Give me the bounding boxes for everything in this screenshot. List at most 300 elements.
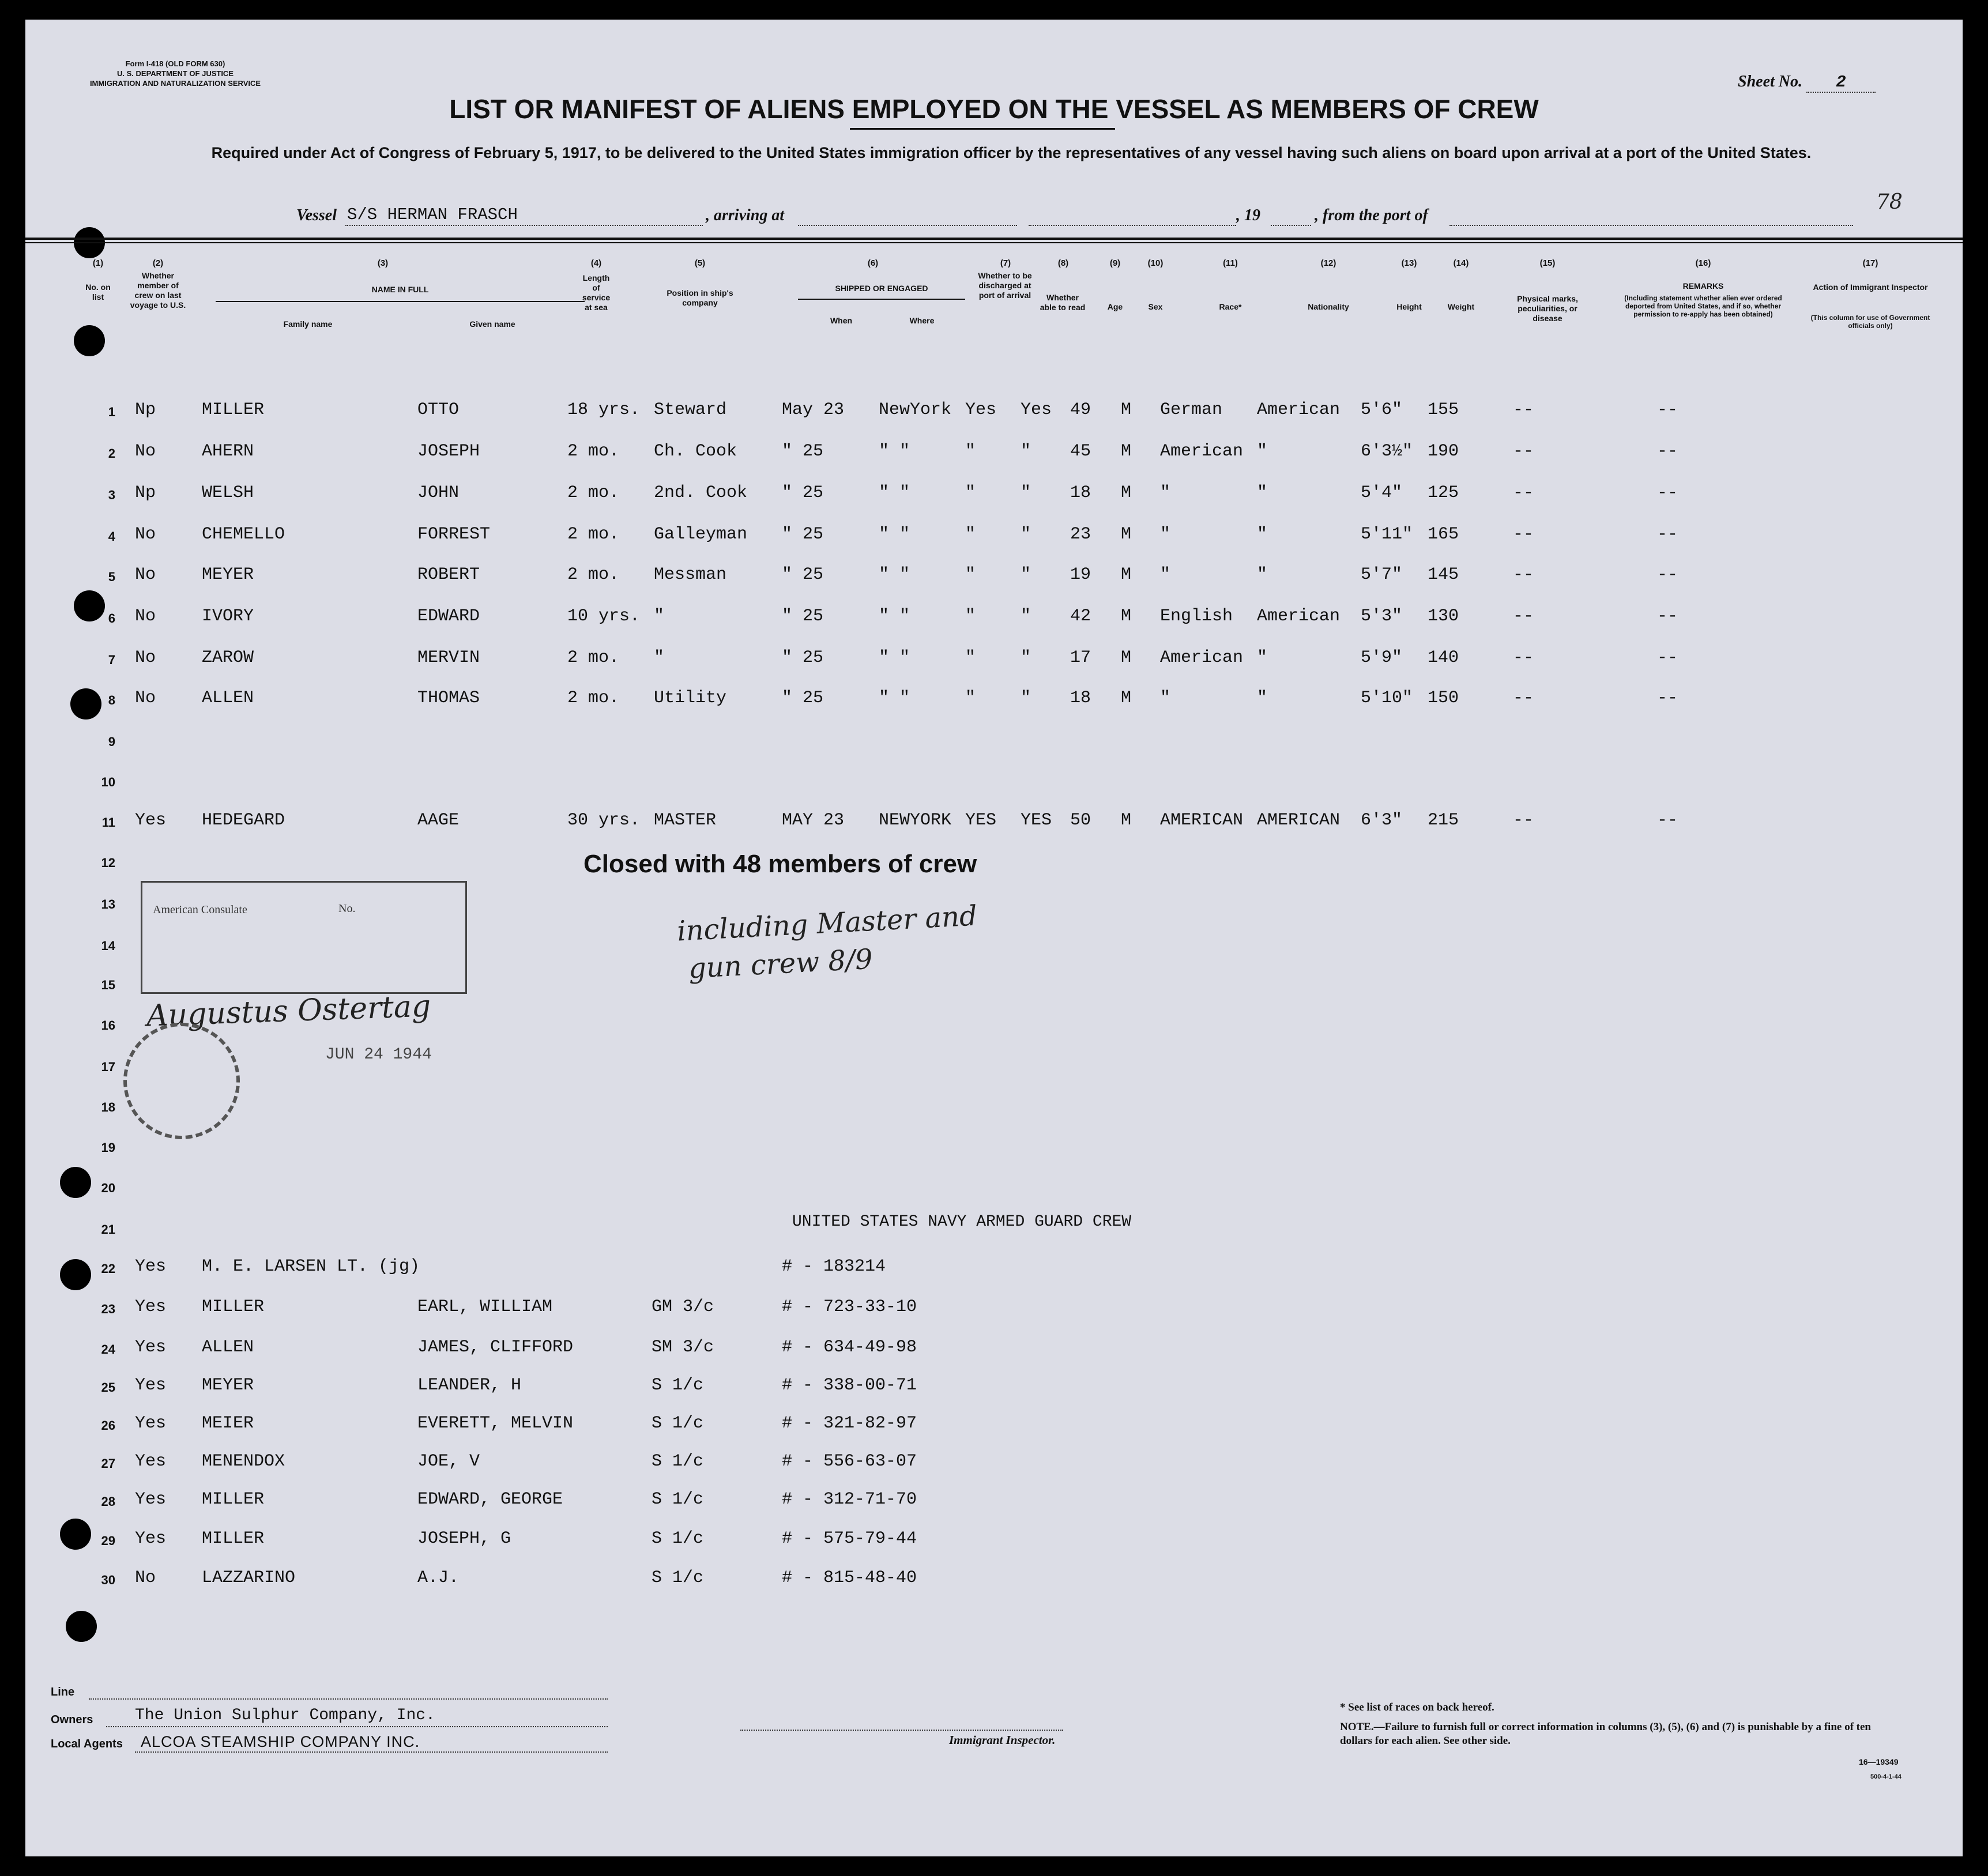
cell-position: Messman	[654, 565, 727, 585]
cell-height: 5'11"	[1361, 525, 1413, 544]
cell-to-be-discharged: "	[965, 607, 976, 626]
from-port-blank	[1449, 225, 1853, 226]
header-discharged: Whether to be discharged at port of arrival	[978, 271, 1032, 300]
cell-family-name: M. E. LARSEN LT. (jg)	[202, 1257, 420, 1276]
cell-crew-last-voyage: Yes	[135, 811, 167, 830]
cell-race: "	[1160, 565, 1171, 585]
cell-rating: S 1/c	[652, 1490, 704, 1509]
cell-service-number: # - 321-82-97	[782, 1414, 917, 1433]
col-number: (8)	[1057, 258, 1069, 268]
cell-family-name: WELSH	[202, 483, 254, 503]
header-remarks-sub: (Including statement whether alien ever ordered deported from United States, and if so, whether permission to re-apply has been obtained)	[1624, 294, 1782, 318]
cell-crew-last-voyage: No	[135, 648, 156, 668]
cell-nationality: "	[1257, 442, 1268, 461]
col-number: (12)	[1320, 258, 1336, 268]
cell-shipped-where: " "	[879, 565, 910, 585]
cell-rating: SM 3/c	[652, 1338, 714, 1357]
cell-crew-last-voyage: Yes	[135, 1297, 167, 1317]
shipped-rule	[798, 299, 965, 300]
cell-crew-last-voyage: No	[135, 442, 156, 461]
cell-physical-marks: --	[1513, 525, 1534, 544]
row-number: 29	[101, 1534, 115, 1548]
col-number: (2)	[152, 258, 164, 268]
vessel-label: Vessel	[296, 206, 337, 224]
cell-given-name: JAMES, CLIFFORD	[417, 1338, 574, 1357]
cell-to-be-discharged: "	[965, 688, 976, 708]
cell-shipped-where: " "	[879, 648, 910, 668]
row-number: 14	[101, 939, 115, 953]
line-label: Line	[51, 1686, 75, 1698]
cell-age: 18	[1070, 688, 1091, 708]
cell-race: American	[1160, 648, 1244, 668]
cell-height: 5'6"	[1361, 400, 1403, 420]
cell-able-to-read: "	[1021, 648, 1031, 668]
cell-nationality: American	[1257, 607, 1341, 626]
row-number: 23	[101, 1302, 115, 1316]
row-number: 21	[101, 1222, 115, 1237]
cell-given-name: FORREST	[417, 525, 491, 544]
cell-position: Steward	[654, 400, 727, 420]
header-crew-last-voyage: Whether member of crew on last voyage to U.S.	[130, 271, 186, 310]
cell-to-be-discharged: "	[965, 648, 976, 668]
cell-physical-marks: --	[1513, 688, 1534, 708]
cell-sex: M	[1121, 811, 1132, 830]
line-blank	[89, 1698, 608, 1700]
cell-nationality: "	[1257, 648, 1268, 668]
row-number: 3	[108, 488, 115, 502]
cell-shipped-where: " "	[879, 688, 910, 708]
cell-given-name: JOSEPH, G	[417, 1529, 511, 1549]
name-rule	[216, 301, 585, 302]
cell-race: German	[1160, 400, 1223, 420]
cell-to-be-discharged: "	[965, 565, 976, 585]
row-number: 6	[108, 611, 115, 626]
row-number: 26	[101, 1418, 115, 1433]
header-position: Position in ship's company	[667, 288, 733, 307]
cell-family-name: ALLEN	[202, 1338, 254, 1357]
cell-shipped-where: " "	[879, 483, 910, 503]
cell-remarks: --	[1657, 607, 1678, 626]
cell-family-name: MEIER	[202, 1414, 254, 1433]
cell-remarks: --	[1657, 483, 1678, 503]
cell-weight: 165	[1428, 525, 1459, 544]
row-number: 28	[101, 1494, 115, 1509]
cell-given-name: EVERETT, MELVIN	[417, 1414, 574, 1433]
cell-given-name: JOHN	[417, 483, 460, 503]
cell-able-to-read: "	[1021, 688, 1031, 708]
cell-given-name: AAGE	[417, 811, 460, 830]
cell-service-number: # - 183214	[782, 1257, 886, 1276]
row-number: 20	[101, 1181, 115, 1195]
cell-physical-marks: --	[1513, 648, 1534, 668]
cell-physical-marks: --	[1513, 607, 1534, 626]
inspector-label: Immigrant Inspector.	[949, 1733, 1056, 1747]
navy-heading: UNITED STATES NAVY ARMED GUARD CREW	[792, 1213, 1132, 1231]
cell-rating: S 1/c	[652, 1452, 704, 1471]
cell-age: 49	[1070, 400, 1091, 420]
cell-given-name: ROBERT	[417, 565, 480, 585]
cell-physical-marks: --	[1513, 442, 1534, 461]
header-top-rule-2	[25, 242, 1963, 243]
row-number: 27	[101, 1456, 115, 1471]
from-port-label: , from the port of	[1315, 206, 1428, 224]
row-number: 11	[101, 815, 115, 830]
arriving-blank	[798, 225, 1017, 226]
cell-sex: M	[1121, 688, 1132, 708]
cell-family-name: MEYER	[202, 565, 254, 585]
cell-height: 6'3½"	[1361, 442, 1413, 461]
cell-shipped-when: " 25	[782, 525, 824, 544]
cell-height: 5'4"	[1361, 483, 1403, 503]
cell-able-to-read: "	[1021, 442, 1031, 461]
cell-crew-last-voyage: Np	[135, 400, 156, 420]
cell-height: 5'9"	[1361, 648, 1403, 668]
department: U. S. DEPARTMENT OF JUSTICE	[117, 69, 234, 78]
penalty-note: NOTE.—Failure to furnish full or correct information in columns (3), (5), (6) and (7) is punishable by a fine of ten dollars for each alien. See other side.	[1340, 1721, 1871, 1747]
cell-family-name: HEDEGARD	[202, 811, 285, 830]
cell-rating: S 1/c	[652, 1376, 704, 1395]
cell-age: 18	[1070, 483, 1091, 503]
punch-hole	[60, 1167, 91, 1198]
cell-given-name: JOSEPH	[417, 442, 480, 461]
closed-text: Closed with 48 members of crew	[583, 850, 977, 878]
race-note: * See list of races on back hereof.	[1340, 1701, 1494, 1713]
header-top-rule	[25, 238, 1963, 240]
cell-remarks: --	[1657, 400, 1678, 420]
cell-weight: 190	[1428, 442, 1459, 461]
col-number: (16)	[1695, 258, 1711, 268]
cell-family-name: MENENDOX	[202, 1452, 285, 1471]
cell-rating: S 1/c	[652, 1529, 704, 1549]
cell-shipped-when: " 25	[782, 565, 824, 585]
header-where: Where	[909, 316, 935, 325]
cell-weight: 130	[1428, 607, 1459, 626]
cell-shipped-where: NEWYORK	[879, 811, 952, 830]
stamp-date: JUN 24 1944	[325, 1046, 432, 1064]
cell-length-service: 2 mo.	[567, 483, 620, 503]
arriving-label: , arriving at	[706, 206, 785, 224]
title-underline	[850, 128, 1115, 130]
cell-able-to-read: "	[1021, 565, 1031, 585]
cell-service-number: # - 815-48-40	[782, 1568, 917, 1588]
row-number: 24	[101, 1342, 115, 1357]
cell-race: AMERICAN	[1160, 811, 1244, 830]
cell-crew-last-voyage: Yes	[135, 1257, 167, 1276]
cell-crew-last-voyage: No	[135, 525, 156, 544]
page-subtitle: Required under Act of Congress of February 5, 1917, to be delivered to the United States immigration officer by the representatives of any vessel having such aliens on board upon arrival at a port of the United States.	[211, 144, 1812, 161]
cell-family-name: MILLER	[202, 1529, 265, 1549]
cell-service-number: # - 338-00-71	[782, 1376, 917, 1395]
cell-crew-last-voyage: Yes	[135, 1452, 167, 1471]
stamp-line-1: American Consulate	[153, 903, 247, 916]
cell-rating: GM 3/c	[652, 1297, 714, 1317]
col-number: (6)	[867, 258, 879, 268]
cell-position: MASTER	[654, 811, 717, 830]
row-number: 17	[101, 1060, 115, 1074]
row-number: 19	[101, 1140, 115, 1155]
header-nationality: Nationality	[1308, 302, 1349, 311]
col-number: (3)	[377, 258, 389, 268]
date-blank	[1029, 225, 1236, 226]
header-when: When	[830, 316, 853, 325]
col-number: (11)	[1223, 258, 1238, 268]
cell-age: 42	[1070, 607, 1091, 626]
cell-length-service: 30 yrs.	[567, 811, 641, 830]
punch-hole	[66, 1611, 97, 1642]
cell-given-name: MERVIN	[417, 648, 480, 668]
cell-remarks: --	[1657, 565, 1678, 585]
cell-nationality: "	[1257, 525, 1268, 544]
cell-weight: 215	[1428, 811, 1459, 830]
row-number: 22	[101, 1261, 115, 1276]
cell-remarks: --	[1657, 688, 1678, 708]
cell-remarks: --	[1657, 648, 1678, 668]
vessel-blank	[345, 225, 703, 226]
cell-service-number: # - 556-63-07	[782, 1452, 917, 1471]
col-number: (1)	[92, 258, 104, 268]
owners-blank	[106, 1726, 608, 1727]
print-number-footer: 500-4-1-44	[1870, 1773, 1902, 1780]
row-number: 13	[101, 897, 115, 911]
cell-given-name: JOE, V	[417, 1452, 480, 1471]
cell-shipped-where: " "	[879, 607, 910, 626]
sheet-number	[1738, 73, 1876, 93]
cell-nationality: "	[1257, 688, 1268, 708]
row-number: 15	[101, 978, 115, 992]
cell-nationality: American	[1257, 400, 1341, 420]
cell-shipped-when: " 25	[782, 688, 824, 708]
col-number: (17)	[1862, 258, 1878, 268]
cell-crew-last-voyage: Yes	[135, 1376, 167, 1395]
cell-remarks: --	[1657, 442, 1678, 461]
cell-race: English	[1160, 607, 1233, 626]
cell-family-name: MILLER	[202, 400, 265, 420]
cell-to-be-discharged: "	[965, 525, 976, 544]
cell-weight: 150	[1428, 688, 1459, 708]
col-number: (15)	[1539, 258, 1556, 268]
cell-service-number: # - 312-71-70	[782, 1490, 917, 1509]
cell-given-name: EARL, WILLIAM	[417, 1297, 553, 1317]
cell-age: 45	[1070, 442, 1091, 461]
cell-sex: M	[1121, 525, 1132, 544]
closed-statement	[583, 850, 977, 879]
cell-physical-marks: --	[1513, 400, 1534, 420]
cell-physical-marks: --	[1513, 565, 1534, 585]
cell-length-service: 2 mo.	[567, 648, 620, 668]
header-family-name: Family name	[283, 319, 333, 329]
cell-crew-last-voyage: No	[135, 688, 156, 708]
row-number: 9	[108, 734, 115, 749]
closed-handwriting-2: gun crew 8/9	[687, 943, 873, 985]
row-number: 7	[108, 653, 115, 667]
cell-shipped-when: " 25	[782, 442, 824, 461]
header-race: Race*	[1219, 302, 1242, 311]
header-action: Action of Immigrant Inspector	[1813, 282, 1928, 292]
col-number: (14)	[1453, 258, 1469, 268]
cell-given-name: EDWARD, GEORGE	[417, 1490, 563, 1509]
cell-weight: 140	[1428, 648, 1459, 668]
cell-family-name: MILLER	[202, 1297, 265, 1317]
cell-race: "	[1160, 688, 1171, 708]
cell-length-service: 2 mo.	[567, 525, 620, 544]
cell-height: 5'10"	[1361, 688, 1413, 708]
header-shipped: SHIPPED OR ENGAGED	[835, 284, 928, 293]
cell-given-name: THOMAS	[417, 688, 480, 708]
cell-shipped-when: May 23	[782, 400, 845, 420]
cell-length-service: 2 mo.	[567, 688, 620, 708]
cell-shipped-when: MAY 23	[782, 811, 845, 830]
cell-family-name: LAZZARINO	[202, 1568, 296, 1588]
closed-handwriting-1: including Master and	[676, 899, 978, 948]
cell-physical-marks: --	[1513, 483, 1534, 503]
cell-family-name: MILLER	[202, 1490, 265, 1509]
cell-given-name: A.J.	[417, 1568, 460, 1588]
header-remarks: REMARKS	[1682, 281, 1724, 291]
cell-able-to-read: "	[1021, 607, 1031, 626]
year-label: , 19	[1236, 206, 1260, 224]
cell-physical-marks: --	[1513, 811, 1534, 830]
cell-shipped-where: NewYork	[879, 400, 952, 420]
cell-to-be-discharged: Yes	[965, 400, 997, 420]
cell-given-name: LEANDER, H	[417, 1376, 522, 1395]
header-length-service: Length of service at sea	[582, 273, 611, 312]
header-height: Height	[1396, 302, 1422, 311]
cell-nationality: "	[1257, 483, 1268, 503]
cell-crew-last-voyage: Yes	[135, 1529, 167, 1549]
cell-shipped-where: " "	[879, 442, 910, 461]
row-number: 10	[101, 775, 115, 789]
cell-family-name: ALLEN	[202, 688, 254, 708]
stamp-line-2: No.	[338, 902, 356, 915]
cell-given-name: EDWARD	[417, 607, 480, 626]
cell-family-name: CHEMELLO	[202, 525, 285, 544]
cell-sex: M	[1121, 648, 1132, 668]
cell-sex: M	[1121, 565, 1132, 585]
cell-shipped-when: " 25	[782, 483, 824, 503]
cell-service-number: # - 634-49-98	[782, 1338, 917, 1357]
cell-sex: M	[1121, 442, 1132, 461]
cell-age: 17	[1070, 648, 1091, 668]
punch-hole	[74, 325, 105, 356]
cell-family-name: IVORY	[202, 607, 254, 626]
cell-crew-last-voyage: No	[135, 565, 156, 585]
cell-length-service: 2 mo.	[567, 442, 620, 461]
header-sex: Sex	[1148, 302, 1163, 311]
row-number: 18	[101, 1100, 115, 1114]
cell-sex: M	[1121, 400, 1132, 420]
year-blank	[1271, 225, 1311, 226]
cell-remarks: --	[1657, 525, 1678, 544]
row-number: 12	[101, 856, 115, 870]
col-number: (7)	[1000, 258, 1011, 268]
header-action-sub: (This column for use of Government officials only)	[1810, 314, 1930, 330]
header-able-read: Whether able to read	[1040, 293, 1086, 312]
cell-position: "	[654, 607, 665, 626]
cell-able-to-read: "	[1021, 525, 1031, 544]
form-id	[54, 59, 296, 88]
cell-height: 6'3"	[1361, 811, 1403, 830]
cell-family-name: ZAROW	[202, 648, 254, 668]
owners-value: The Union Sulphur Company, Inc.	[135, 1707, 435, 1724]
cell-to-be-discharged: "	[965, 483, 976, 503]
cell-sex: M	[1121, 483, 1132, 503]
cell-nationality: "	[1257, 565, 1268, 585]
col-number: (13)	[1401, 258, 1417, 268]
inspector-blank	[740, 1730, 1063, 1731]
col-number: (9)	[1109, 258, 1121, 268]
row-number: 25	[101, 1380, 115, 1395]
cell-service-number: # - 723-33-10	[782, 1297, 917, 1317]
cell-height: 5'7"	[1361, 565, 1403, 585]
row-number: 16	[101, 1018, 115, 1033]
cell-position: Ch. Cook	[654, 442, 737, 461]
cell-given-name: OTTO	[417, 400, 460, 420]
header-weight: Weight	[1447, 302, 1475, 311]
agents-value: ALCOA STEAMSHIP COMPANY INC.	[141, 1733, 420, 1750]
punch-hole	[60, 1259, 91, 1290]
cell-family-name: MEYER	[202, 1376, 254, 1395]
manifest-page	[25, 20, 1963, 1856]
cell-family-name: AHERN	[202, 442, 254, 461]
header-name-in-full: NAME IN FULL	[371, 285, 429, 294]
row-number: 5	[108, 570, 115, 584]
cell-remarks: --	[1657, 811, 1678, 830]
cell-to-be-discharged: "	[965, 442, 976, 461]
cell-age: 19	[1070, 565, 1091, 585]
sheet-value: 2	[1806, 73, 1876, 93]
cell-crew-last-voyage: No	[135, 1568, 156, 1588]
cell-race: "	[1160, 483, 1171, 503]
cell-crew-last-voyage: No	[135, 607, 156, 626]
header-physical: Physical marks, peculiarities, or disease	[1517, 294, 1578, 323]
cell-weight: 125	[1428, 483, 1459, 503]
cell-length-service: 2 mo.	[567, 565, 620, 585]
cell-weight: 155	[1428, 400, 1459, 420]
col-number: (4)	[590, 258, 602, 268]
cell-to-be-discharged: YES	[965, 811, 997, 830]
col-number: (10)	[1147, 258, 1164, 268]
header-age: Age	[1107, 302, 1123, 311]
punch-hole	[60, 1519, 91, 1550]
sheet-label: Sheet No.	[1738, 73, 1802, 91]
cell-service-number: # - 575-79-44	[782, 1529, 917, 1549]
cell-sex: M	[1121, 607, 1132, 626]
agents-label: Local Agents	[51, 1738, 123, 1750]
cell-position: Utility	[654, 688, 727, 708]
consulate-stamp	[141, 881, 467, 994]
header-no-on-list: No. on list	[85, 282, 111, 302]
cell-nationality: AMERICAN	[1257, 811, 1341, 830]
form-number-footer: 16—19349	[1859, 1757, 1899, 1766]
cell-crew-last-voyage: Np	[135, 483, 156, 503]
cell-able-to-read: "	[1021, 483, 1031, 503]
vessel-name: S/S HERMAN FRASCH	[347, 205, 518, 224]
cell-race: "	[1160, 525, 1171, 544]
cell-position: 2nd. Cook	[654, 483, 748, 503]
cell-length-service: 18 yrs.	[567, 400, 641, 420]
agents-blank	[135, 1751, 608, 1753]
service: IMMIGRATION AND NATURALIZATION SERVICE	[89, 79, 261, 88]
consul-signature: Augustus Ostertag	[146, 989, 432, 1034]
cell-shipped-when: " 25	[782, 648, 824, 668]
owners-label: Owners	[51, 1713, 93, 1726]
cell-crew-last-voyage: Yes	[135, 1490, 167, 1509]
cell-position: Galleyman	[654, 525, 748, 544]
corner-mark: 78	[1876, 190, 1903, 214]
cell-age: 23	[1070, 525, 1091, 544]
cell-shipped-where: " "	[879, 525, 910, 544]
row-number: 4	[108, 529, 115, 544]
